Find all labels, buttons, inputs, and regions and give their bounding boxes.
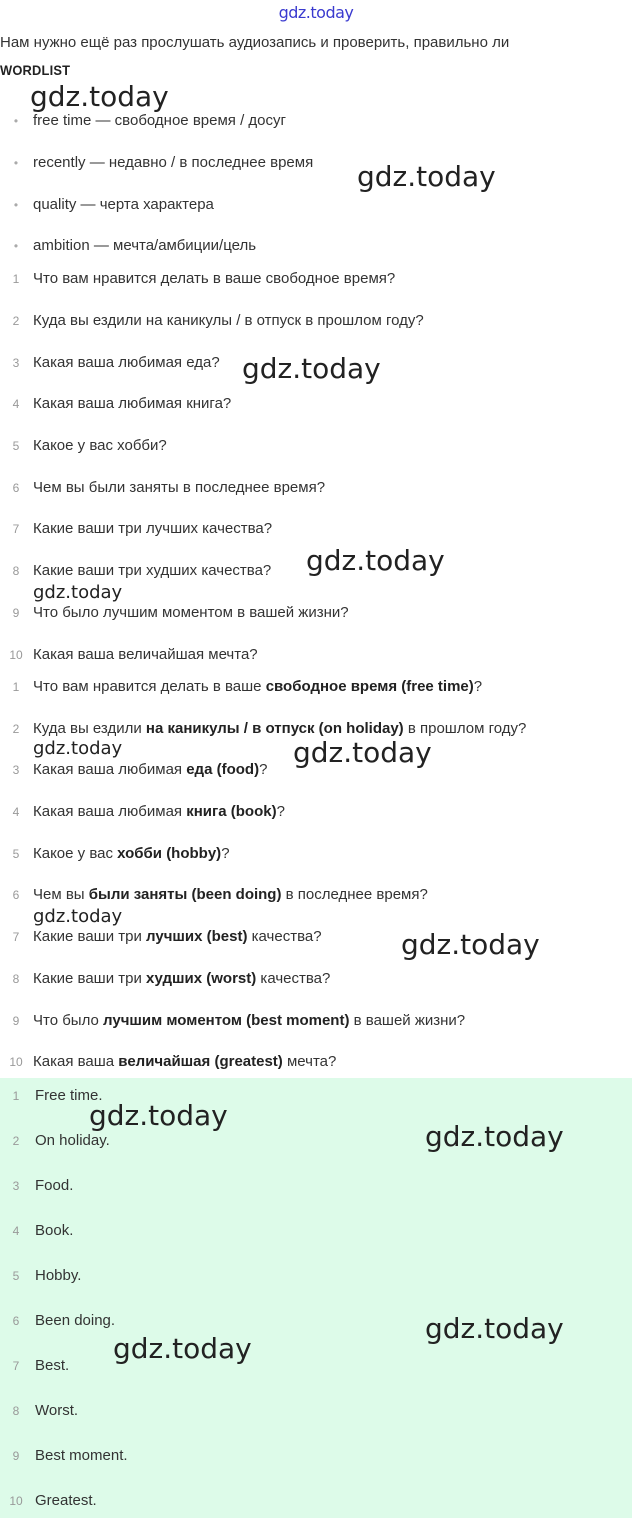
item-number: 5 [12, 1269, 20, 1283]
highlighted-text [33, 761, 267, 778]
watermark: gdz.today [242, 352, 381, 385]
text-before: Какая ваша [33, 1053, 119, 1070]
text-after: в прошлом году? [403, 720, 527, 737]
item-number: 7 [12, 1359, 20, 1373]
watermark: gdz.today [89, 1099, 228, 1132]
question-item [0, 312, 620, 334]
question-text: Какая ваша любимая книга? [33, 395, 232, 412]
answer-text: Free time. [35, 1087, 103, 1104]
question-text: Какое у вас хобби? [33, 437, 167, 454]
watermark: gdz.today [401, 928, 540, 961]
highlighted-item [0, 678, 620, 700]
answer-item [0, 1177, 620, 1199]
watermark: gdz.today [33, 738, 123, 759]
intro-text: Нам нужно ещё раз прослушать аудиозапись и проверить, правильно ли [0, 34, 510, 51]
text-after: ? [259, 761, 268, 778]
answer-text: Greatest. [35, 1492, 97, 1509]
text-after: ? [276, 803, 285, 820]
question-text: Какая ваша величайшая мечта? [33, 646, 258, 663]
item-number: 9 [12, 1449, 20, 1463]
text-after: в последнее время? [281, 886, 428, 903]
question-text: Какая ваша любимая еда? [33, 354, 220, 371]
answer-item [0, 1222, 620, 1244]
key-phrase: свободное время (free time) [265, 678, 474, 695]
question-text: Какие ваши три худших качества? [33, 562, 272, 579]
question-item [0, 395, 620, 417]
item-number: 3 [12, 356, 20, 370]
highlighted-item [0, 1012, 620, 1034]
item-number: 9 [12, 1014, 20, 1028]
text-before: Что вам нравится делать в ваше [33, 678, 266, 695]
watermark: gdz.today [306, 544, 445, 577]
answer-text: Best moment. [35, 1447, 128, 1464]
question-text: Куда вы ездили на каникулы / в отпуск в прошлом году? [33, 312, 424, 329]
highlighted-item [0, 1053, 620, 1075]
key-phrase: худших (worst) [146, 970, 257, 987]
answer-text: Best. [35, 1357, 70, 1374]
watermark: gdz.today [425, 1120, 564, 1153]
text-before: Чем вы [33, 886, 89, 903]
watermark: gdz.today [113, 1332, 252, 1365]
text-after: ? [473, 678, 483, 695]
item-number: 3 [12, 1179, 20, 1193]
item-number: 2 [12, 1134, 20, 1148]
item-number: 7 [12, 930, 20, 944]
highlighted-text [33, 720, 526, 737]
question-item [0, 646, 620, 668]
highlighted-item [0, 886, 620, 908]
key-phrase: были заняты (been doing) [88, 886, 282, 903]
watermark: gdz.today [30, 80, 169, 113]
item-number: 4 [12, 397, 20, 411]
item-number: 5 [12, 439, 20, 453]
bullet-icon: • [13, 198, 19, 212]
item-number: 10 [9, 648, 23, 662]
item-number: 7 [12, 522, 20, 536]
item-number: 2 [12, 722, 20, 736]
question-item [0, 270, 620, 292]
wordlist-item [0, 196, 620, 218]
text-after: ? [221, 845, 230, 862]
wordlist-text: free time — свободное время / досуг [33, 112, 286, 129]
highlighted-text [33, 803, 285, 820]
item-number: 9 [12, 606, 20, 620]
highlighted-text [33, 845, 230, 862]
question-item [0, 479, 620, 501]
answer-item [0, 1357, 620, 1379]
text-after: в вашей жизни? [349, 1012, 466, 1029]
text-before: Куда вы ездили [33, 720, 146, 737]
wordlist-text: quality — черта характера [33, 196, 214, 213]
item-number: 2 [12, 314, 20, 328]
key-phrase: лучшим моментом (best moment) [103, 1012, 350, 1029]
highlighted-item [0, 970, 620, 992]
highlighted-text [33, 928, 322, 945]
watermark: gdz.today [293, 736, 432, 769]
watermark: gdz.today [357, 160, 496, 193]
wordlist-heading: WORDLIST [0, 62, 71, 78]
watermark: gdz.today [425, 1312, 564, 1345]
answer-text: Food. [35, 1177, 74, 1194]
answer-text: Worst. [35, 1402, 79, 1419]
wordlist-item [0, 154, 620, 176]
highlighted-text [33, 970, 330, 987]
wordlist-item [0, 237, 620, 259]
question-text: Что было лучшим моментом в вашей жизни? [33, 604, 349, 621]
answer-text: On holiday. [35, 1132, 110, 1149]
watermark: gdz.today [33, 906, 123, 927]
answer-item [0, 1402, 620, 1424]
item-number: 4 [12, 1224, 20, 1238]
bullet-icon: • [13, 156, 19, 170]
item-number: 10 [9, 1055, 23, 1069]
item-number: 6 [12, 888, 20, 902]
text-after: качества? [256, 970, 331, 987]
item-number: 1 [12, 1089, 20, 1103]
highlighted-item [0, 803, 620, 825]
watermark: gdz.today [33, 582, 123, 603]
key-phrase: величайшая (greatest) [118, 1053, 283, 1070]
answer-text: Book. [35, 1222, 74, 1239]
text-before: Какие ваши три [33, 970, 147, 987]
item-number: 1 [12, 680, 20, 694]
item-number: 3 [12, 763, 20, 777]
highlighted-item [0, 845, 620, 867]
item-number: 1 [12, 272, 20, 286]
item-number: 8 [12, 972, 20, 986]
key-phrase: лучших (best) [146, 928, 248, 945]
item-number: 8 [12, 1404, 20, 1418]
key-phrase: на каникулы / в отпуск (on holiday) [145, 720, 404, 737]
highlighted-text [33, 1053, 336, 1070]
top-watermark: gdz.today [278, 3, 354, 22]
question-text: Какие ваши три лучших качества? [33, 520, 273, 537]
item-number: 5 [12, 847, 20, 861]
text-before: Какое у вас [33, 845, 118, 862]
text-before: Какая ваша любимая [33, 761, 187, 778]
wordlist-text: ambition — мечта/амбиции/цель [33, 237, 257, 254]
question-text: Чем вы были заняты в последнее время? [33, 479, 326, 496]
question-item [0, 604, 620, 626]
bullet-icon: • [13, 114, 19, 128]
highlighted-text [33, 678, 482, 695]
key-phrase: книга (book) [186, 803, 277, 820]
question-text: Что вам нравится делать в ваше свободное время? [33, 270, 396, 287]
highlighted-text [33, 886, 428, 903]
answer-text: Been doing. [35, 1312, 116, 1329]
answer-text: Hobby. [35, 1267, 82, 1284]
text-before: Какие ваши три [33, 928, 147, 945]
text-after: мечта? [282, 1053, 337, 1070]
wordlist-item [0, 112, 620, 134]
item-number: 4 [12, 805, 20, 819]
text-before: Что было [33, 1012, 104, 1029]
text-before: Какая ваша любимая [33, 803, 187, 820]
question-item [0, 520, 620, 542]
key-phrase: хобби (hobby) [117, 845, 222, 862]
answer-item [0, 1447, 620, 1469]
item-number: 6 [12, 1314, 20, 1328]
wordlist-text: recently — недавно / в последнее время [33, 154, 314, 171]
text-after: качества? [247, 928, 322, 945]
key-phrase: еда (food) [186, 761, 260, 778]
highlighted-text [33, 1012, 465, 1029]
question-item [0, 437, 620, 459]
item-number: 8 [12, 564, 20, 578]
item-number: 6 [12, 481, 20, 495]
answer-item [0, 1267, 620, 1289]
item-number: 10 [9, 1494, 23, 1508]
answer-item [0, 1492, 620, 1514]
bullet-icon: • [13, 239, 19, 253]
